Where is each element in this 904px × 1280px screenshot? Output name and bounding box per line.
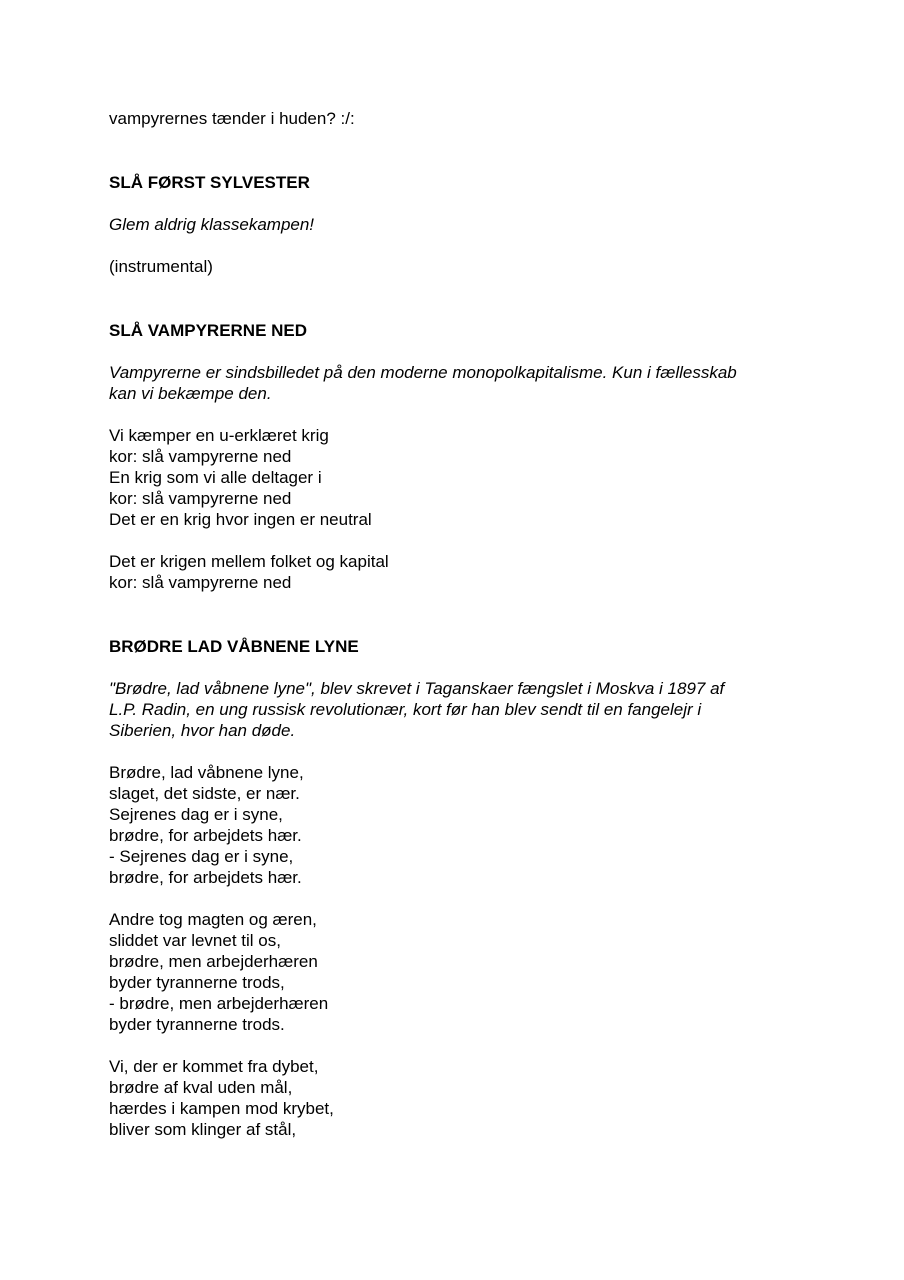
paragraph-gap [109, 530, 809, 551]
lyric-line: Andre tog magten og æren, [109, 910, 317, 929]
intro-line: L.P. Radin, en ung russisk revolutionær, kort før han blev sendt til en fangelejr i [109, 700, 702, 719]
intro-line: "Brødre, lad våbnene lyne", blev skrevet i Taganskaer fængslet i Moskva i 1897 af [109, 679, 725, 698]
section-body: (instrumental) [109, 257, 213, 276]
stanza [109, 1056, 809, 1140]
lyric-line: kor: slå vampyrerne ned [109, 573, 292, 592]
lyric-line: byder tyrannerne trods, [109, 973, 285, 992]
lyric-line: Vi kæmper en u-erklæret krig [109, 426, 329, 445]
paragraph-gap [109, 1035, 809, 1056]
paragraph-gap [109, 341, 809, 362]
intro-line: kan vi bekæmpe den. [109, 384, 272, 403]
section-intro: Glem aldrig klassekampen! [109, 215, 315, 234]
section-heading-sla-forst-sylvester: SLÅ FØRST SYLVESTER [109, 173, 310, 192]
lyric-line: - Sejrenes dag er i syne, [109, 847, 294, 866]
lyric-line: kor: slå vampyrerne ned [109, 489, 292, 508]
section-gap [109, 277, 809, 320]
section-gap [109, 129, 809, 172]
lyric-line: bliver som klinger af stål, [109, 1120, 297, 1139]
stanza [109, 762, 809, 888]
lyric-line: kor: slå vampyrerne ned [109, 447, 292, 466]
lyric-line: Brødre, lad våbnene lyne, [109, 763, 304, 782]
lyric-line: brødre, for arbejdets hær. [109, 826, 302, 845]
lyric-line: brødre, for arbejdets hær. [109, 868, 302, 887]
stanza [109, 551, 809, 593]
document-page [109, 108, 809, 1140]
paragraph-gap [109, 235, 809, 256]
lyric-line: En krig som vi alle deltager i [109, 468, 322, 487]
lyric-line: Det er krigen mellem folket og kapital [109, 552, 389, 571]
intro-line: Siberien, hvor han døde. [109, 721, 296, 740]
section-intro [109, 678, 809, 741]
section-gap [109, 593, 809, 636]
lyric-line: brødre, men arbejderhæren [109, 952, 318, 971]
section-heading-brodre-lad-vabnene-lyne: BRØDRE LAD VÅBNENE LYNE [109, 637, 359, 656]
paragraph-gap [109, 193, 809, 214]
lyric-line: hærdes i kampen mod krybet, [109, 1099, 334, 1118]
paragraph-gap [109, 741, 809, 762]
lyric-line: byder tyrannerne trods. [109, 1015, 285, 1034]
lyric-line: - brødre, men arbejderhæren [109, 994, 329, 1013]
lyric-line: brødre af kval uden mål, [109, 1078, 293, 1097]
lyric-line: Sejrenes dag er i syne, [109, 805, 283, 824]
lyric-line: sliddet var levnet til os, [109, 931, 281, 950]
lyric-line: Vi, der er kommet fra dybet, [109, 1057, 319, 1076]
intro-line: Vampyrerne er sindsbilledet på den moderne monopolkapitalisme. Kun i fællesskab [109, 363, 737, 382]
paragraph-gap [109, 657, 809, 678]
stanza [109, 425, 809, 530]
stanza [109, 909, 809, 1035]
lyric-line: Det er en krig hvor ingen er neutral [109, 510, 372, 529]
section-heading-sla-vampyrerne-ned: SLÅ VAMPYRERNE NED [109, 321, 308, 340]
opening-line: vampyrernes tænder i huden? :/: [109, 109, 355, 128]
lyric-line: slaget, det sidste, er nær. [109, 784, 300, 803]
section-intro [109, 362, 809, 404]
paragraph-gap [109, 404, 809, 425]
paragraph-gap [109, 888, 809, 909]
